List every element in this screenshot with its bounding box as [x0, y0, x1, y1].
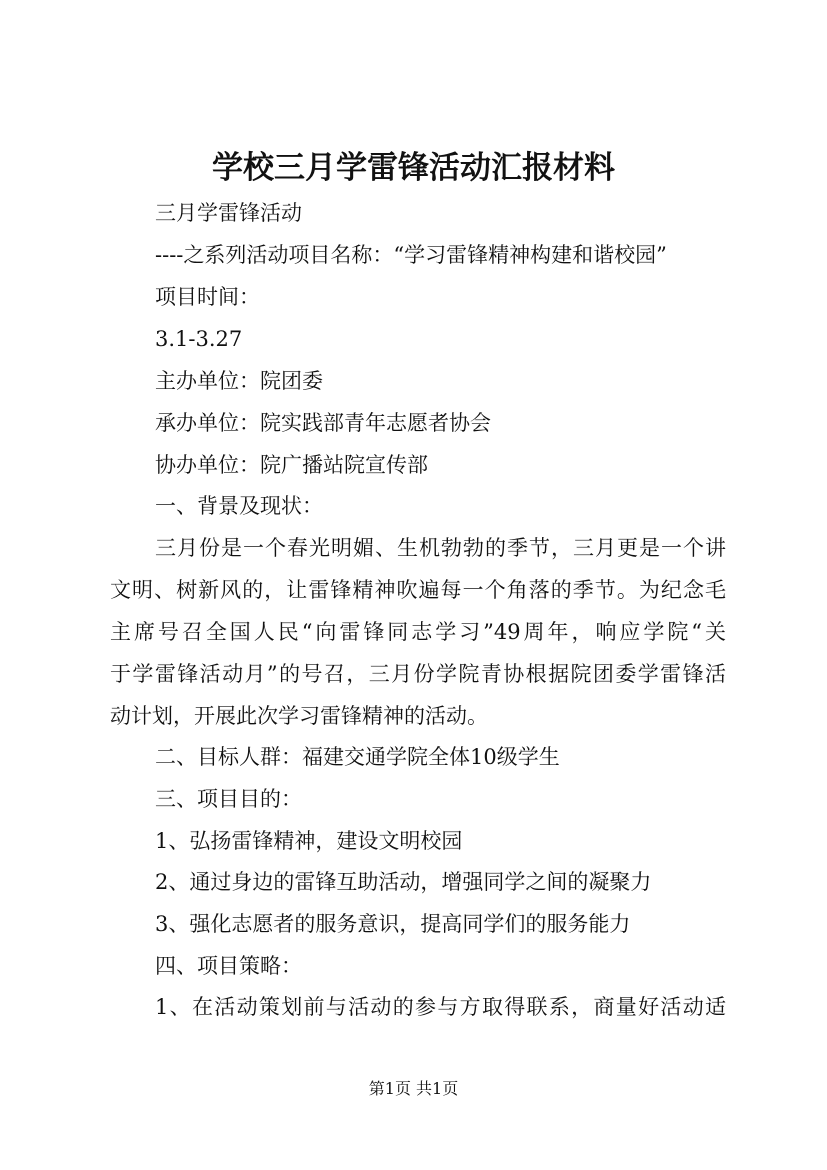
- paragraph-line: 动计划，开展此次学习雷锋精神的活动。: [110, 704, 488, 728]
- document-title: 学校三月学雷锋活动汇报材料: [212, 150, 615, 186]
- purpose-item: 2、通过身边的雷锋互助活动，增强同学之间的凝聚力: [155, 870, 652, 894]
- section-heading-strategy: 四、项目策略：: [155, 954, 302, 978]
- paragraph-line: 三月份是一个春光明媚、生机勃勃的季节，三月更是一个讲: [155, 536, 726, 560]
- section-heading-purpose: 三、项目目的：: [155, 787, 302, 811]
- co-organizer-unit-line: 协办单位：院广播站院宣传部: [155, 453, 428, 477]
- paragraph-line: 文明、树新风的，让雷锋精神吹遍每一个角落的季节。为纪念毛: [110, 578, 726, 602]
- section-heading-target: 二、目标人群：福建交通学院全体10级学生: [155, 745, 560, 769]
- project-time-label: 项目时间：: [155, 285, 260, 309]
- section-heading-background: 一、背景及现状：: [155, 494, 323, 518]
- paragraph-line: 于学雷锋活动月”的号召，三月份学院青协根据院团委学雷锋活: [110, 662, 726, 686]
- host-unit-line: 主办单位：院团委: [155, 369, 323, 393]
- strategy-item: 1、在活动策划前与活动的参与方取得联系，商量好活动适: [155, 995, 726, 1019]
- purpose-item: 1、弘扬雷锋精神，建设文明校园: [155, 829, 463, 853]
- page-footer: 第1页 共1页: [368, 1079, 459, 1098]
- subtitle-line: 三月学雷锋活动: [155, 201, 302, 225]
- project-time-value: 3.1-3.27: [155, 327, 243, 351]
- paragraph-line: 主席号召全国人民“向雷锋同志学习”49周年，响应学院“关: [110, 620, 726, 644]
- purpose-item: 3、强化志愿者的服务意识，提高同学们的服务能力: [155, 912, 631, 936]
- project-name-line: ----之系列活动项目名称：“学习雷锋精神构建和谐校园”: [155, 243, 667, 267]
- organizer-unit-line: 承办单位：院实践部青年志愿者协会: [155, 411, 491, 435]
